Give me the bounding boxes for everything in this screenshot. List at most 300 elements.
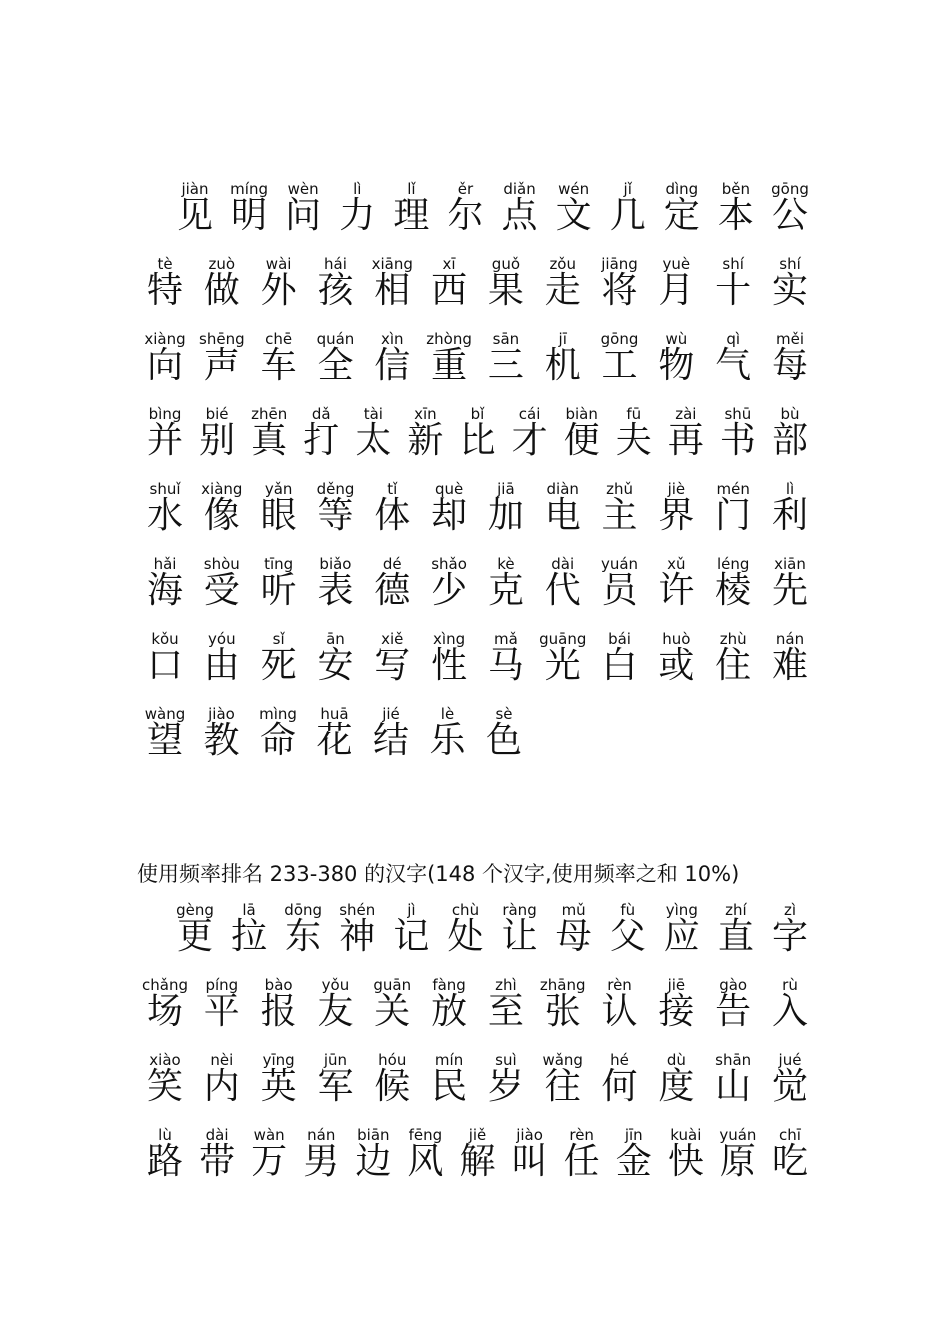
hanzi-character: 主: [601, 495, 638, 536]
hanzi-character: 全: [317, 345, 354, 386]
hanzi-character: 岁: [487, 1066, 524, 1107]
hanzi-character: 候: [374, 1066, 411, 1107]
pinyin-label: diǎn: [503, 180, 536, 198]
pinyin-label: yǎn: [264, 480, 293, 498]
hanzi-character: 何: [601, 1066, 638, 1107]
pinyin-label: rù: [782, 976, 798, 994]
hanzi-character: 门: [715, 495, 752, 536]
pinyin-label: lù: [158, 1126, 172, 1144]
hanzi-character: 每: [771, 345, 808, 386]
pinyin-label: jiàn: [181, 180, 209, 198]
hanzi-character: 记: [393, 916, 430, 957]
pinyin-label: mìng: [259, 705, 297, 723]
hanzi-character: 边: [355, 1141, 392, 1182]
pinyin-label: píng: [205, 976, 239, 994]
hanzi-character: 机: [544, 345, 581, 386]
char-cell: [762, 630, 818, 705]
pinyin-label: shí: [779, 255, 801, 273]
pinyin-label: xìn: [380, 330, 404, 348]
hanzi-character: 信: [374, 345, 411, 386]
hanzi-character: 山: [715, 1066, 752, 1107]
pinyin-label: jié: [382, 705, 400, 723]
pinyin-label: jiè: [667, 480, 686, 498]
pinyin-label: zhòng: [426, 330, 472, 348]
hanzi-character: 笑: [146, 1066, 183, 1107]
hanzi-character: 书: [719, 420, 756, 461]
hanzi-character: 快: [667, 1141, 704, 1182]
hanzi-character: 处: [447, 916, 484, 957]
pinyin-label: míng: [230, 180, 268, 198]
pinyin-label: ān: [326, 630, 345, 648]
pinyin-label: gào: [719, 976, 748, 994]
hanzi-character: 任: [563, 1141, 600, 1182]
hanzi-character: 白: [601, 645, 638, 686]
pinyin-label: kuài: [670, 1126, 702, 1144]
hanzi-character: 口: [146, 645, 183, 686]
pinyin-label: wàng: [144, 705, 186, 723]
char-cell: [762, 330, 818, 405]
char-row: [0, 180, 950, 255]
pinyin-label: tīng: [264, 555, 294, 573]
pinyin-label: zhēn: [251, 405, 288, 423]
hanzi-character: 太: [355, 420, 392, 461]
hanzi-character: 特: [146, 270, 183, 311]
pinyin-label: xiào: [149, 1051, 181, 1069]
pinyin-label: huò: [662, 630, 691, 648]
hanzi-character: 月: [658, 270, 695, 311]
hanzi-character: 表: [317, 570, 354, 611]
pinyin-label: fū: [626, 405, 642, 423]
hanzi-character: 体: [374, 495, 411, 536]
pinyin-label: zhāng: [539, 976, 586, 994]
hanzi-character: 度: [658, 1066, 695, 1107]
pinyin-label: wǎng: [542, 1051, 583, 1069]
pinyin-label: lè: [440, 705, 455, 723]
hanzi-character: 并: [146, 420, 183, 461]
hanzi-character: 像: [203, 495, 240, 536]
hanzi-character: 孩: [317, 270, 354, 311]
hanzi-character: 部: [771, 420, 808, 461]
pinyin-label: gèng: [176, 901, 214, 919]
hanzi-character: 拉: [231, 916, 268, 957]
char-row: [0, 330, 950, 405]
char-cell: [762, 1126, 818, 1201]
char-cell: [762, 405, 818, 480]
hanzi-character: 路: [146, 1141, 183, 1182]
pinyin-label: dìng: [665, 180, 699, 198]
hanzi-character: 别: [199, 420, 236, 461]
hanzi-character: 望: [146, 720, 183, 761]
hanzi-character: 应: [663, 916, 700, 957]
pinyin-label: yìng: [665, 901, 698, 919]
pinyin-label: dé: [382, 555, 402, 573]
hanzi-character: 工: [601, 345, 638, 386]
pinyin-label: fàng: [432, 976, 466, 994]
hanzi-character: 马: [487, 645, 524, 686]
hanzi-character: 打: [303, 420, 340, 461]
pinyin-label: jūn: [323, 1051, 348, 1069]
hanzi-character: 友: [317, 991, 354, 1032]
hanzi-character: 直: [717, 916, 754, 957]
hanzi-character: 住: [715, 645, 752, 686]
pinyin-label: zuò: [208, 255, 236, 273]
pinyin-label: xǔ: [667, 555, 686, 573]
pinyin-label: tǐ: [387, 480, 398, 498]
hanzi-character: 西: [431, 270, 468, 311]
pinyin-label: jiào: [208, 705, 235, 723]
pinyin-label: rèn: [607, 976, 632, 994]
pinyin-label: dōng: [284, 901, 323, 919]
pinyin-label: děng: [316, 480, 355, 498]
hanzi-character: 关: [374, 991, 411, 1032]
pinyin-label: nán: [307, 1126, 336, 1144]
hanzi-character: 性: [431, 645, 468, 686]
pinyin-label: ràng: [502, 901, 537, 919]
pinyin-label: guǒ: [491, 255, 521, 273]
hanzi-character: 代: [544, 570, 581, 611]
hanzi-character: 让: [501, 916, 538, 957]
char-cell: [762, 555, 818, 630]
hanzi-character: 男: [303, 1141, 340, 1182]
hanzi-character: 放: [431, 991, 468, 1032]
hanzi-character: 眼: [260, 495, 297, 536]
pinyin-label: léng: [716, 555, 750, 573]
hanzi-character: 员: [601, 570, 638, 611]
hanzi-character: 理: [393, 195, 430, 236]
hanzi-character: 至: [487, 991, 524, 1032]
hanzi-character: 将: [601, 270, 638, 311]
pinyin-label: shén: [339, 901, 376, 919]
pinyin-label: biān: [357, 1126, 390, 1144]
pinyin-label: bié: [205, 405, 229, 423]
pinyin-label: kǒu: [151, 630, 179, 648]
pinyin-label: gōng: [771, 180, 809, 198]
hanzi-character: 写: [374, 645, 411, 686]
hanzi-character: 才: [511, 420, 548, 461]
hanzi-character: 利: [771, 495, 808, 536]
hanzi-character: 界: [658, 495, 695, 536]
pinyin-label: bìng: [148, 405, 182, 423]
pinyin-label: zhí: [725, 901, 747, 919]
pinyin-label: jiào: [516, 1126, 543, 1144]
pinyin-label: jǐ: [623, 180, 632, 198]
hanzi-character: 走: [544, 270, 581, 311]
hanzi-character: 相: [374, 270, 411, 311]
hanzi-character: 接: [658, 991, 695, 1032]
pinyin-label: jiě: [468, 1126, 487, 1144]
char-row: [0, 480, 950, 555]
hanzi-character: 重: [431, 345, 468, 386]
pinyin-label: běn: [721, 180, 751, 198]
hanzi-character: 东: [285, 916, 322, 957]
pinyin-label: bào: [264, 976, 293, 994]
pinyin-label: sǐ: [272, 630, 285, 648]
pinyin-label: rèn: [569, 1126, 594, 1144]
pinyin-label: yǒu: [321, 976, 350, 994]
pinyin-label: gōng: [600, 330, 639, 348]
pinyin-label: shǎo: [431, 555, 467, 573]
pinyin-label: sān: [492, 330, 520, 348]
pinyin-label: lǐ: [407, 180, 416, 198]
hanzi-character: 由: [203, 645, 240, 686]
hanzi-character: 做: [203, 270, 240, 311]
hanzi-character: 便: [563, 420, 600, 461]
pinyin-label: hǎi: [153, 555, 177, 573]
pinyin-label: biǎo: [319, 555, 352, 573]
pinyin-label: zhì: [495, 976, 517, 994]
hanzi-character: 或: [658, 645, 695, 686]
hanzi-character: 解: [459, 1141, 496, 1182]
pinyin-label: xīn: [414, 405, 437, 423]
char-row: [0, 405, 950, 480]
char-row: [0, 1051, 950, 1126]
pinyin-label: dù: [666, 1051, 686, 1069]
pinyin-label: bǐ: [470, 405, 485, 423]
hanzi-character: 本: [717, 195, 754, 236]
char-row: [0, 705, 950, 780]
hanzi-character: 果: [487, 270, 524, 311]
pinyin-label: jiā: [497, 480, 515, 498]
hanzi-character: 物: [658, 345, 695, 386]
pinyin-label: guān: [373, 976, 412, 994]
char-row: [0, 630, 950, 705]
hanzi-character: 神: [339, 916, 376, 957]
hanzi-character: 光: [544, 645, 581, 686]
pinyin-label: xiě: [381, 630, 404, 648]
pinyin-label: fù: [620, 901, 636, 919]
hanzi-character: 母: [555, 916, 592, 957]
pinyin-label: xiān: [774, 555, 806, 573]
pinyin-label: nèi: [210, 1051, 234, 1069]
hanzi-character: 万: [251, 1141, 288, 1182]
hanzi-character: 觉: [771, 1066, 808, 1107]
pinyin-label: měi: [775, 330, 804, 348]
pinyin-label: guāng: [539, 630, 587, 648]
hanzi-character: 问: [285, 195, 322, 236]
pinyin-label: jué: [778, 1051, 802, 1069]
hanzi-character: 气: [715, 345, 752, 386]
hanzi-character: 字: [771, 916, 808, 957]
hanzi-character: 民: [431, 1066, 468, 1107]
hanzi-character: 告: [715, 991, 752, 1032]
hanzi-character: 花: [316, 720, 353, 761]
hanzi-character: 吃: [771, 1141, 808, 1182]
hanzi-character: 往: [544, 1066, 581, 1107]
pinyin-label: dài: [205, 1126, 229, 1144]
hanzi-character: 车: [260, 345, 297, 386]
hanzi-character: 带: [199, 1141, 236, 1182]
hanzi-character: 命: [259, 720, 296, 761]
hanzi-character: 力: [339, 195, 376, 236]
hanzi-character: 内: [203, 1066, 240, 1107]
hanzi-character: 报: [260, 991, 297, 1032]
pinyin-label: wén: [558, 180, 590, 198]
pinyin-label: zhǔ: [606, 480, 633, 498]
pinyin-label: nán: [775, 630, 805, 648]
hanzi-character: 等: [317, 495, 354, 536]
pinyin-label: bái: [608, 630, 631, 648]
hanzi-character: 金: [615, 1141, 652, 1182]
hanzi-character: 安: [317, 645, 354, 686]
pinyin-label: shū: [724, 405, 752, 423]
pinyin-label: chù: [451, 901, 480, 919]
hanzi-character: 乐: [429, 720, 466, 761]
pinyin-label: xī: [442, 255, 456, 273]
pinyin-label: sè: [495, 705, 513, 723]
pinyin-label: suì: [495, 1051, 517, 1069]
pinyin-label: fēng: [408, 1126, 443, 1144]
hanzi-character: 声: [203, 345, 240, 386]
char-cell: [762, 255, 818, 330]
pinyin-label: shí: [722, 255, 744, 273]
pinyin-label: ěr: [457, 180, 474, 198]
hanzi-character: 死: [260, 645, 297, 686]
hanzi-character: 点: [501, 195, 538, 236]
char-cell: [762, 1051, 818, 1126]
pinyin-label: jiāng: [601, 255, 638, 273]
pinyin-label: hóu: [378, 1051, 407, 1069]
hanzi-character: 文: [555, 195, 592, 236]
pinyin-label: xìng: [433, 630, 466, 648]
pinyin-label: qì: [726, 330, 741, 348]
pinyin-label: wù: [665, 330, 688, 348]
pinyin-label: biàn: [565, 405, 598, 423]
char-row: [0, 901, 950, 976]
hanzi-character: 结: [372, 720, 409, 761]
pinyin-label: shòu: [203, 555, 240, 573]
pinyin-label: mén: [716, 480, 750, 498]
pinyin-label: yóu: [208, 630, 236, 648]
hanzi-character: 夫: [615, 420, 652, 461]
hanzi-character: 向: [146, 345, 183, 386]
pinyin-label: hái: [324, 255, 347, 273]
pinyin-label: wài: [265, 255, 292, 273]
hanzi-character: 实: [771, 270, 808, 311]
pinyin-label: zhù: [719, 630, 747, 648]
pinyin-label: quán: [316, 330, 355, 348]
char-cell: [762, 976, 818, 1051]
hanzi-character: 十: [715, 270, 752, 311]
hanzi-character: 加: [487, 495, 524, 536]
pinyin-label: wàn: [253, 1126, 285, 1144]
hanzi-character: 平: [203, 991, 240, 1032]
hanzi-character: 更: [176, 916, 213, 957]
hanzi-character: 听: [260, 570, 297, 611]
pinyin-label: cái: [518, 405, 541, 423]
pinyin-label: tè: [157, 255, 173, 273]
pinyin-label: jì: [407, 901, 416, 919]
pinyin-label: dài: [551, 555, 575, 573]
pinyin-label: yuè: [662, 255, 691, 273]
pinyin-label: què: [434, 480, 464, 498]
hanzi-character: 英: [260, 1066, 297, 1107]
char-row: [0, 976, 950, 1051]
pinyin-label: shuǐ: [149, 480, 181, 498]
pinyin-label: kè: [497, 555, 515, 573]
hanzi-character: 三: [487, 345, 524, 386]
pinyin-label: yuán: [600, 555, 639, 573]
hanzi-character: 再: [667, 420, 704, 461]
hanzi-character: 少: [431, 570, 468, 611]
char-row: [0, 1126, 950, 1201]
pinyin-label: mǎ: [494, 630, 518, 648]
pinyin-label: tài: [363, 405, 383, 423]
hanzi-character: 风: [407, 1141, 444, 1182]
hanzi-character: 叫: [511, 1141, 548, 1182]
char-row: [0, 255, 950, 330]
pinyin-label: jī: [558, 330, 567, 348]
pinyin-label: xiàng: [201, 480, 243, 498]
hanzi-character: 公: [771, 195, 808, 236]
hanzi-character: 场: [146, 991, 183, 1032]
pinyin-label: bù: [780, 405, 800, 423]
pinyin-label: chǎng: [142, 976, 188, 994]
hanzi-character: 军: [317, 1066, 354, 1107]
hanzi-character: 先: [771, 570, 808, 611]
pinyin-label: shān: [715, 1051, 752, 1069]
hanzi-character: 比: [459, 420, 496, 461]
char-cell: [762, 480, 818, 555]
hanzi-character: 色: [485, 720, 522, 761]
pinyin-label: chī: [779, 1126, 801, 1144]
pinyin-label: diàn: [546, 480, 579, 498]
hanzi-character: 原: [719, 1141, 756, 1182]
hanzi-character: 父: [609, 916, 646, 957]
section-heading: 使用频率排名 233-380 的汉字(148 个汉字,使用频率之和 10%): [137, 862, 740, 886]
pinyin-label: mín: [434, 1051, 464, 1069]
hanzi-character: 真: [251, 420, 288, 461]
char-cell: [476, 705, 532, 780]
hanzi-character: 德: [374, 570, 411, 611]
pinyin-label: chē: [265, 330, 293, 348]
hanzi-character: 几: [609, 195, 646, 236]
char-cell: [762, 901, 818, 976]
pinyin-label: jiē: [667, 976, 686, 994]
hanzi-character: 定: [663, 195, 700, 236]
hanzi-character: 新: [407, 420, 444, 461]
pinyin-label: lì: [785, 480, 795, 498]
char-row: [0, 555, 950, 630]
hanzi-character: 见: [176, 195, 213, 236]
hanzi-character: 克: [487, 570, 524, 611]
pinyin-label: yuán: [719, 1126, 757, 1144]
pinyin-label: xiàng: [144, 330, 186, 348]
hanzi-character: 却: [431, 495, 468, 536]
pinyin-label: dǎ: [311, 405, 331, 423]
hanzi-character: 认: [601, 991, 638, 1032]
pinyin-label: shēng: [199, 330, 245, 348]
char-cell: [762, 180, 818, 255]
pinyin-label: lì: [353, 180, 362, 198]
pinyin-label: lā: [242, 901, 256, 919]
pinyin-label: hé: [610, 1051, 629, 1069]
hanzi-character: 张: [544, 991, 581, 1032]
pinyin-label: mǔ: [561, 901, 586, 919]
hanzi-character: 水: [146, 495, 183, 536]
hanzi-character: 受: [203, 570, 240, 611]
pinyin-label: yīng: [262, 1051, 295, 1069]
hanzi-character: 许: [658, 570, 695, 611]
hanzi-character: 外: [260, 270, 297, 311]
hanzi-character: 棱: [715, 570, 752, 611]
pinyin-label: huā: [320, 705, 349, 723]
pinyin-label: xiāng: [371, 255, 413, 273]
hanzi-character: 明: [231, 195, 268, 236]
pinyin-label: jīn: [624, 1126, 643, 1144]
hanzi-character: 尔: [447, 195, 484, 236]
pinyin-label: zì: [783, 901, 797, 919]
hanzi-character: 入: [771, 991, 808, 1032]
